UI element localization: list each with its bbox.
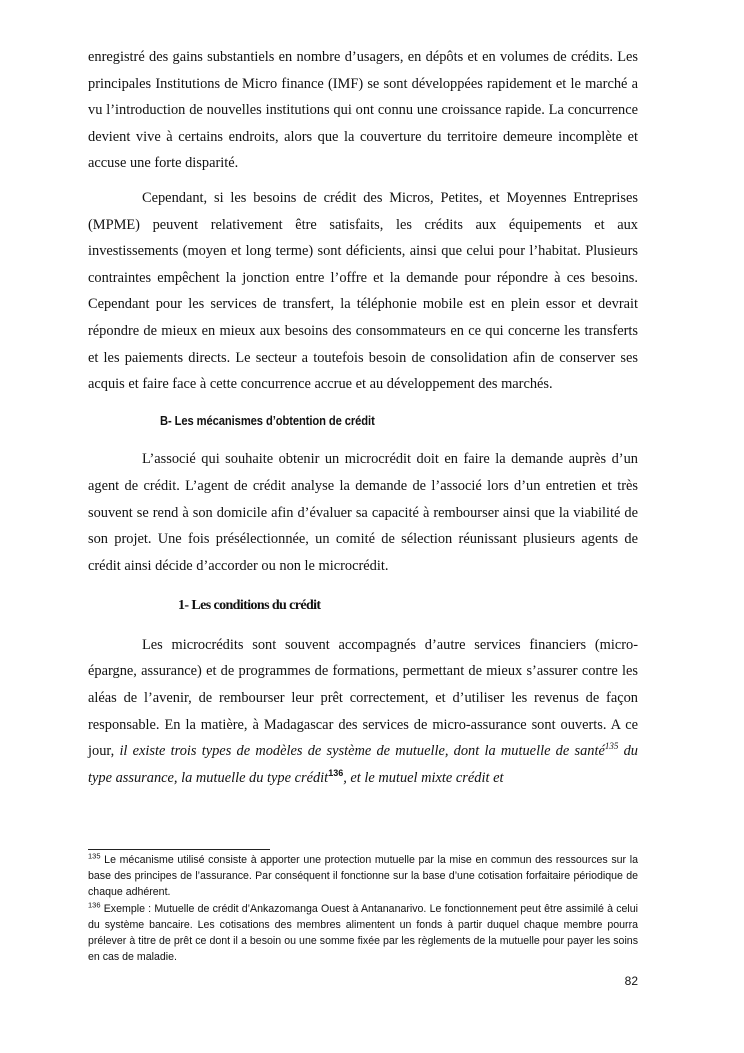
page-body [88, 44, 638, 791]
footnote-separator [88, 849, 270, 850]
footnote-135 [88, 852, 638, 901]
paragraph-3: L’associé qui souhaite obtenir un microcrédit doit en faire la demande auprès d’un agent de crédit. L’agent de crédit analyse la demande de l’associé lors d’un entretien et très souvent se rend à son domicile afin d’évaluer sa capacité à rembourser ainsi que la viabilité de son projet. Une fois présélectionnée, un comité de sélection réunissant plusieurs agents de crédit ainsi décide d’accorder ou non le microcrédit. [88, 451, 638, 574]
subsection-heading-1: 1- Les conditions du crédit [178, 598, 321, 614]
footnote-ref-135: 135 [604, 741, 619, 752]
footnote-136-text: Exemple : Mutuelle de crédit d’Ankazomanga Ouest à Antananarivo. Le fonctionnement peut être assimilé à celui du système bancaire. Les cotisations des membres alimentent un fonds à partir duquel chaque membre pourra prélever à titre de prêt ce dont il a besoin ou une somme fixée par les règlements de la mutuelle pour payer les soins en cas de maladie. [88, 902, 638, 964]
paragraph-4-italic-1: il existe trois types de modèles de système de mutuelle, dont la mutuelle de santé [119, 743, 605, 760]
footnote-136-number: 136 [88, 900, 101, 910]
footnote-ref-136: 136 [328, 768, 344, 779]
section-heading-b: B- Les mécanismes d’obtention de crédit [160, 412, 375, 428]
footnote-136 [88, 901, 638, 966]
paragraph-1: enregistré des gains substantiels en nombre d’usagers, en dépôts et en volumes de crédits. Les principales Institutions de Micro finance (IMF) se sont développées rapidement et le marché a vu l’introduction de nouvelles institutions qui ont connu une croissance rapide. La concurrence devient vive à certains endroits, alors que la couverture du territoire demeure incomplète et accuse une forte disparité. [88, 49, 638, 172]
paragraph-2: Cependant, si les besoins de crédit des Micros, Petites, et Moyennes Entreprises (MPME) peuvent relativement être satisfaits, les crédits aux équipements et aux investissements (moyen et long terme) sont déficients, ainsi que celui pour l’habitat. Plusieurs contraintes empêchent la jonction entre l’offre et la demande pour répondre à ces besoins. Cependant pour les services de transfert, la téléphonie mobile est en plein essor et devrait répondre de mieux en mieux aux besoins des consommateurs en ce qui concerne les transferts et les paiements directs. Le secteur a toutefois besoin de consolidation afin de conserver ses acquis et faire face à cette concurrence accrue et au développement des marchés. [88, 189, 638, 393]
page-number: 82 [624, 974, 638, 988]
paragraph-4-text: Les microcrédits sont souvent accompagnés d’autre services financiers (micro-épargne, assurance) et de programmes de formations, permettant de mieux s’assurer contre les aléas de l’avenir, de rembourser leur prêt correctement, et d’utiliser les revenus de façon responsable. En la matière, à Madagascar des services de micro-assurance sont ouverts. A ce jour, [88, 636, 638, 760]
paragraph-4-italic-3: , et le mutuel mixte crédit et [343, 769, 504, 786]
footnotes [88, 852, 638, 965]
footnote-135-number: 135 [88, 851, 101, 861]
paragraph-4-italic-2: du type assurance, la mutuelle du type crédit [88, 743, 638, 786]
paragraph-4 [88, 632, 638, 792]
footnote-135-text: Le mécanisme utilisé consiste à apporter une protection mutuelle par la mise en commun des ressources sur la base des principes de l’assurance. Par conséquent il fonctionne sur la base d’une cotisation forfaitaire périodique de chaque adhérent. [88, 854, 638, 899]
